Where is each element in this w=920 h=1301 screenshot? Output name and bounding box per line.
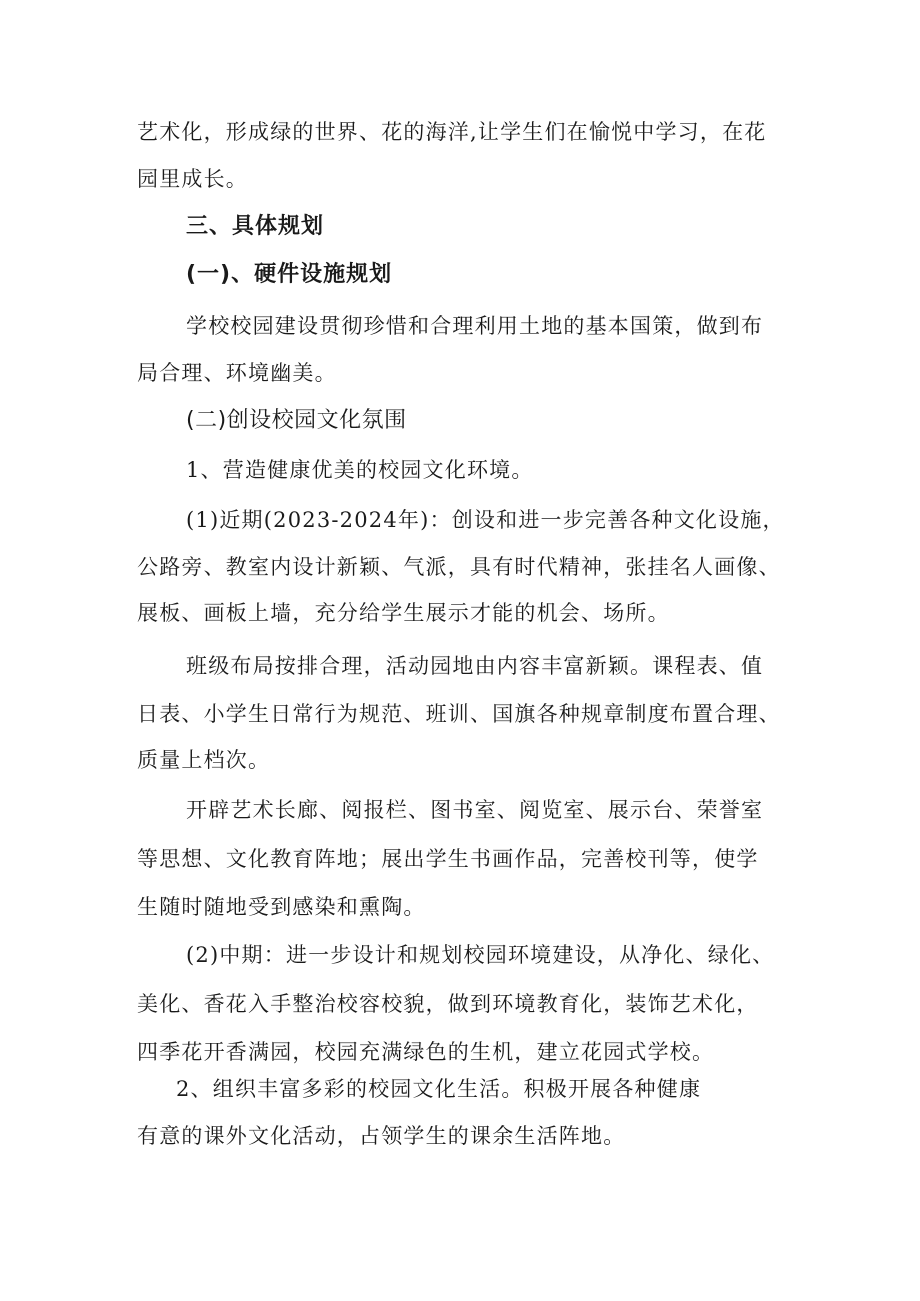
subsection-heading: (二)创设校园文化氛围 <box>186 408 407 433</box>
paragraph-line: 学校校园建设贯彻珍惜和合理利用土地的基本国策，做到布 <box>186 314 764 338</box>
paragraph-line: (2)中期：进一步设计和规划校园环境建设，从净化、绿化、 <box>186 943 775 967</box>
paragraph-line: 质量上档次。 <box>137 748 271 772</box>
paragraph-line: 四季花开香满园，校园充满绿色的生机，建立花园式学校。 <box>137 1040 715 1064</box>
paragraph-line: 日表、小学生日常行为规范、班训、国旗各种规章制度布置合理、 <box>137 702 781 726</box>
paragraph-line: 1、营造健康优美的校园文化环境。 <box>186 458 534 482</box>
paragraph-line: 班级布局按排合理，活动园地由内容丰富新颖。课程表、值 <box>186 654 764 678</box>
paragraph-line: 园里成长。 <box>137 167 248 191</box>
paragraph-line: 等思想、文化教育阵地；展出学生书画作品，完善校刊等，使学 <box>137 847 759 871</box>
paragraph-line: 有意的课外文化活动，占领学生的课余生活阵地。 <box>137 1124 626 1148</box>
paragraph-line: (1)近期(2023-2024年)：创设和进一步完善各种文化设施， <box>186 508 785 532</box>
paragraph-line: 艺术化，形成绿的世界、花的海洋,让学生们在愉悦中学习，在花 <box>137 120 767 144</box>
paragraph-line: 展板、画板上墙，充分给学生展示才能的机会、场所。 <box>137 601 670 625</box>
paragraph-line: 生随时随地受到感染和熏陶。 <box>137 895 426 919</box>
section-heading: 三、具体规划 <box>186 214 325 239</box>
paragraph-line: 公路旁、教室内设计新颖、气派，具有时代精神，张挂名人画像、 <box>137 555 781 579</box>
subsection-heading: (一)、硬件设施规划 <box>186 262 393 287</box>
paragraph-line: 2、组织丰富多彩的校园文化生活。积极开展各种健康 <box>176 1077 702 1101</box>
paragraph-line: 开辟艺术长廊、阅报栏、图书室、阅览室、展示台、荣誉室 <box>186 798 764 822</box>
paragraph-line: 局合理、环境幽美。 <box>137 361 337 385</box>
paragraph-line: 美化、香花入手整治校容校貌，做到环境教育化，装饰艺术化， <box>137 992 759 1016</box>
